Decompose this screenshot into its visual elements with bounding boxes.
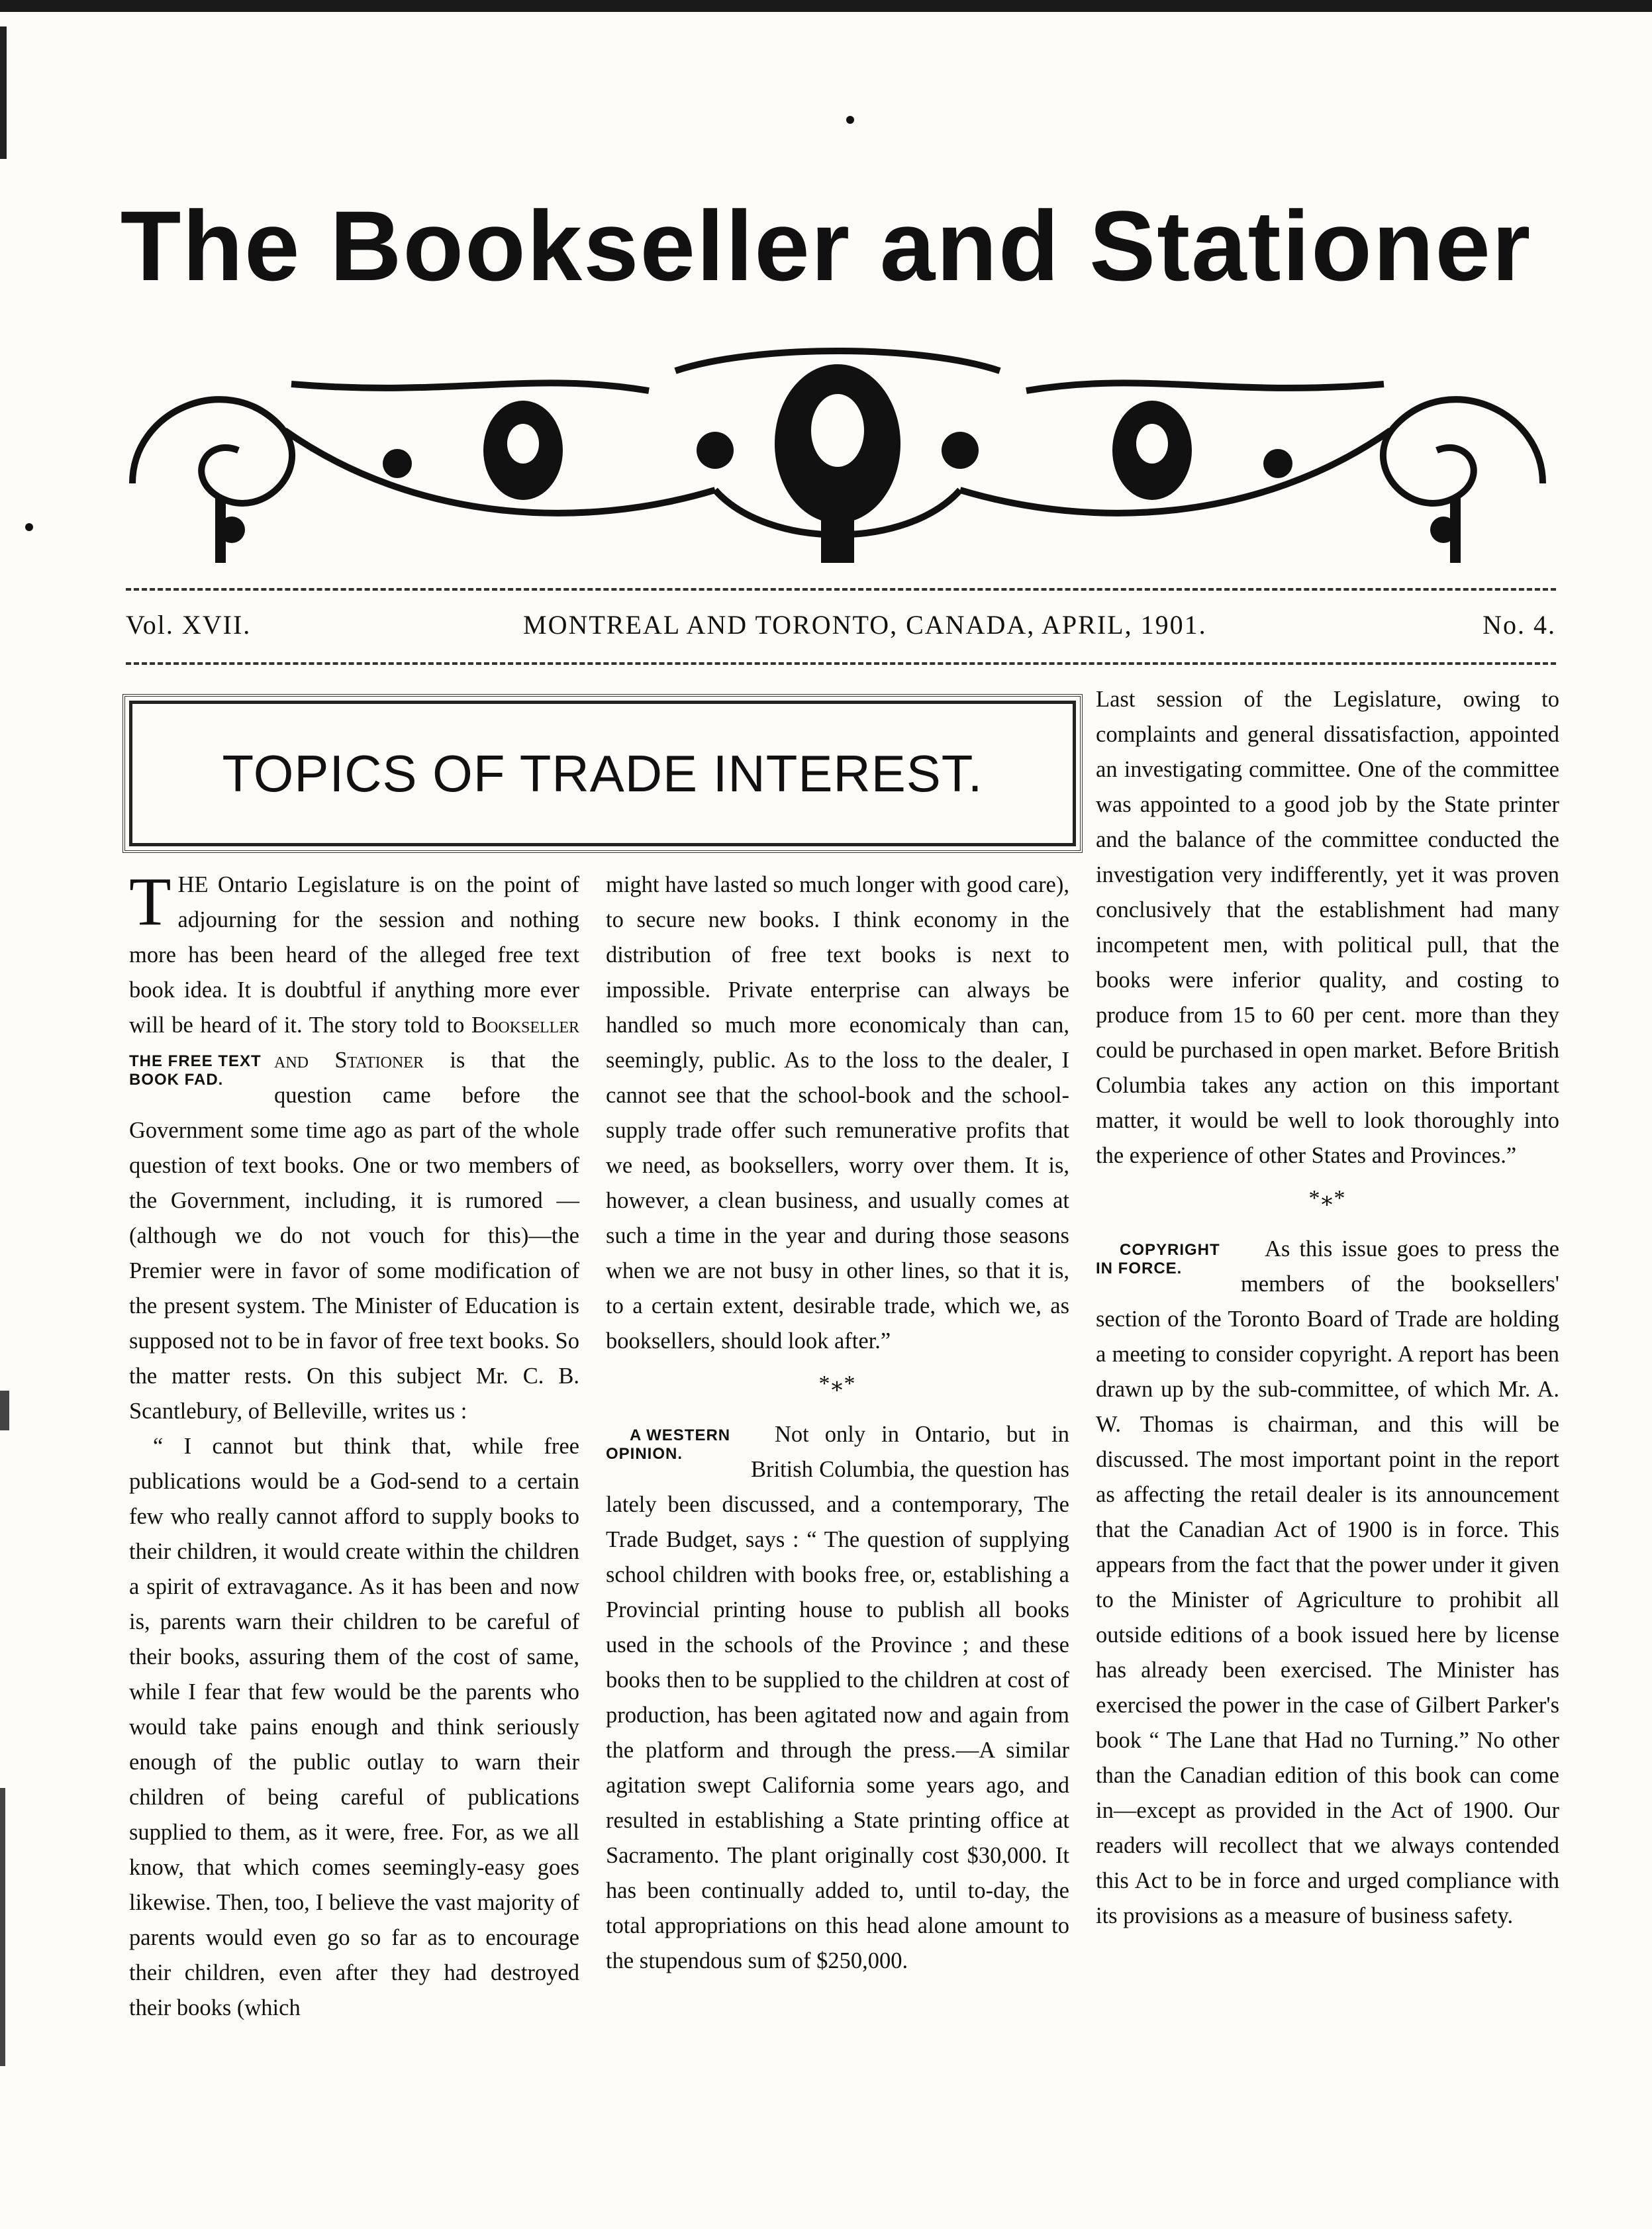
print-speck — [25, 523, 33, 531]
section-title: TOPICS OF TRADE INTEREST. — [222, 744, 983, 803]
paragraph — [129, 864, 579, 1429]
side-heading: COPYRIGHT IN FORCE. — [1096, 1241, 1220, 1277]
section-break-asterism: *⁎* — [818, 1371, 857, 1396]
decorative-ornament-band — [119, 331, 1556, 570]
section-break-asterism: *⁎* — [1308, 1186, 1347, 1211]
paragraph: might have lasted so much longer with good care), to secure new books. I think economy in the distribution of free text books is next to impossible. Private enterprise can always be handled so much more economicaly than can, seemingly, public. As to the loss to the dealer, I cannot see that the school-book and the school-supply trade offer such remunerative profits that we need, as booksellers, worry over them. It is, however, a clean business, and usually comes at such a time in the year and during those seasons when we are not busy in other lines, so that it is, to a certain extent, desirable trade, which we, as booksellers, should look after.” — [606, 872, 1069, 1354]
paragraph — [606, 1417, 1069, 1979]
paragraph-text: As this issue goes to press the members of the booksellers' section of the Toronto Board of Trade are holding a meeting to consider copyright. A report has been drawn up by the sub-committee, of which Mr. A. W. Thomas is chairman, and this will be discussed. The most important point in the report as affecting the retail dealer is its announcement that the Canadian Act of 1900 is in force. This appears from the fact that the power under it given to the Minister of Agriculture to prohibit all outside editions of a book issued here by license has already been exercised. The Minister has exercised the power in the case of Gilbert Parker's book “ The Lane that Had no Turning.” No other than the Canadian edition of this book can come in—except as provided in the Act of 1900. Our readers will recollect that we always contended this Act to be in force and urged compliance with its provisions as a measure of business safety. — [1096, 1236, 1559, 1928]
paragraph-text: HE Ontario Legislature is on the point of adjourning for the session and nothing more has been heard of the alleged free text book idea. It is doubtful if anything more ever will be heard of it. The story told to — [129, 872, 579, 1038]
left-edge-speck — [0, 1788, 5, 2066]
article-column-2 — [606, 867, 1069, 1979]
issue-number-label: No. 4. — [1482, 610, 1556, 640]
top-edge-bar — [0, 0, 1652, 12]
publication-name: Bookseller and Stationer — [274, 1013, 579, 1073]
paragraph: “ I cannot but think that, while free publications would be a God-send to a certain few who really cannot afford to supply books to their children, it would create within the children a spirit of extravagance. As it has been and now is, parents warn their children to be careful of their books, assuring them of the cost of same, while I fear that few would be the parents who would take pains enough and think seriously enough of the public outlay to warn their children of being careful of publications supplied to them, as it were, free. For, as we all know, that which comes seemingly-easy goes likewise. Then, too, I believe the vast majority of parents would even go so far as to encourage their children, even after they had destroyed their books (which — [129, 1434, 579, 2020]
paragraph-text: Not only in Ontario, but in British Columbia, the question has lately been discussed, and a contemporary, The Trade Budget, says : “ The question of supplying school children with books free, or, establishing a Provincial printing house to publish all books used in the schools of the Province ; and these books then to be supplied to the children at cost of production, has been agitated now and again from the platform and through the press.—A similar agitation swept California some years ago, and resulted in establishing a State printing office at Sacramento. The plant originally cost $30,000. It has been continually added to, until to-day, the total appropriations on this head alone amount to the stupendous sum of $250,000. — [606, 1422, 1069, 1973]
left-edge-speck — [0, 1391, 9, 1430]
paragraph: Last session of the Legislature, owing to complaints and general dissatisfaction, appointed an investigating committee. One of the committee was appointed to a good job by the State printer and the balance of the committee conducted the investigation very indifferently, yet it was proven conclusively that the establishment had many incompetent men, with political pull, that the books were inferior quality, and costing to produce from 15 to 60 per cent. more than they could be purchased in open market. Before British Columbia takes any action on this important matter, it would be well to look thoroughly into the experience of other States and Provinces.” — [1096, 687, 1559, 1168]
issue-rule-bottom — [126, 662, 1556, 665]
article-column-3 — [1096, 682, 1559, 1934]
print-speck — [846, 116, 854, 124]
issue-info-line — [126, 609, 1556, 649]
volume-label: Vol. XVII. — [126, 610, 252, 640]
drop-cap: T — [129, 864, 171, 940]
side-heading: THE FREE TEXT BOOK FAD. — [129, 1052, 262, 1089]
place-date-label: MONTREAL AND TORONTO, CANADA, APRIL, 1901. — [523, 610, 1207, 640]
issue-rule-top — [126, 588, 1556, 591]
paragraph-text: is that the question came before the Government some time ago as part of the whole question of text books. One or two members of the Government, including, it is rumored —(although we do not vouch for this)—the Premier were in favor of some modification of the present system. The Minister of Education is supposed not to be in favor of free text books. So the matter rests. On this subject Mr. C. B. Scantlebury, of Belleville, writes us : — [129, 1048, 579, 1424]
left-edge-mark — [0, 26, 7, 159]
side-heading: A WESTERN OPINION. — [606, 1426, 731, 1463]
section-title-box — [129, 701, 1076, 846]
paragraph — [1096, 1232, 1559, 1934]
article-column-1 — [129, 864, 579, 2026]
masthead-title: The Bookseller and Stationer — [120, 190, 1532, 301]
